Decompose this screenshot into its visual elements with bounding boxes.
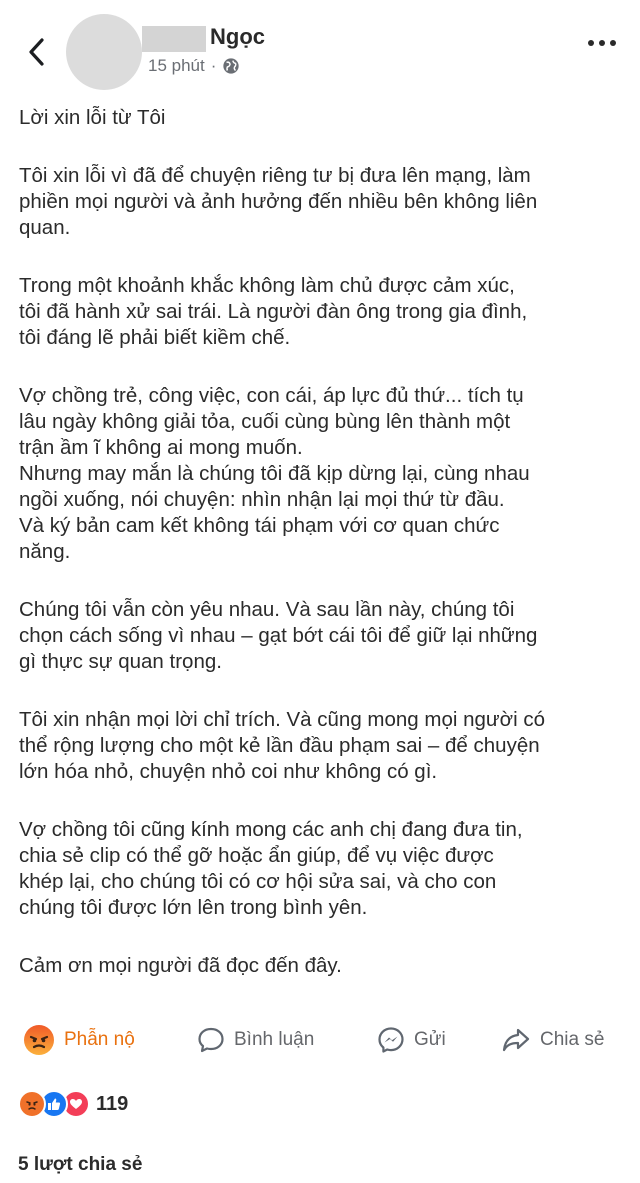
back-button[interactable] bbox=[22, 36, 50, 68]
reaction-summary[interactable] bbox=[18, 1090, 128, 1118]
share-arrow-icon bbox=[500, 1025, 532, 1055]
paragraph: Cảm ơn mọi người đã đọc đến đây. bbox=[19, 954, 342, 977]
action-bar bbox=[0, 1020, 640, 1060]
react-button[interactable] bbox=[22, 1020, 135, 1060]
angry-reaction-icon bbox=[18, 1090, 46, 1118]
more-dot bbox=[599, 40, 605, 46]
post-time[interactable]: 15 phút bbox=[148, 56, 205, 75]
angry-reaction-icon bbox=[22, 1023, 56, 1057]
paragraph: Vợ chồng tôi cũng kính mong các anh chị đang đưa tin, chia sẻ clip có thể gỡ hoặc ẩn giúp, để vụ việc được khép lại, cho chúng tôi có cơ hội sửa sai, và cho con chúng tôi được lớn lên trong bình yên. bbox=[19, 818, 523, 919]
post-body bbox=[19, 105, 619, 979]
messenger-icon bbox=[376, 1025, 406, 1055]
react-label: Phẫn nộ bbox=[64, 1029, 135, 1050]
paragraph: Trong một khoảnh khắc không làm chủ được cảm xúc, tôi đã hành xử sai trái. Là người đàn ông trong gia đình, tôi đáng lẽ phải biết kiềm chế. bbox=[19, 274, 528, 349]
post-header bbox=[0, 0, 640, 100]
chevron-left-icon bbox=[27, 37, 45, 67]
more-options-button[interactable] bbox=[588, 40, 616, 46]
send-label: Gửi bbox=[414, 1029, 446, 1050]
share-button[interactable] bbox=[500, 1020, 604, 1060]
globe-icon bbox=[222, 57, 240, 75]
author-name[interactable]: Ngọc bbox=[210, 24, 265, 49]
comment-label: Bình luận bbox=[234, 1029, 315, 1050]
share-label: Chia sẻ bbox=[540, 1029, 605, 1050]
comment-button[interactable] bbox=[196, 1020, 314, 1060]
paragraph: Vợ chồng trẻ, công việc, con cái, áp lực đủ thứ... tích tụ lâu ngày không giải tỏa, cuối cùng bùng lên thành một trận ầm ĩ không ai mong muốn. Nhưng may mắn là chúng tôi đã kịp dừng lại, cùng nhau ngồi xuống, nói chuyện: nhìn nhận lại mọi thứ từ đầu. Và ký bản cam kết không tái phạm với cơ quan chức năng. bbox=[19, 384, 530, 563]
send-button[interactable] bbox=[376, 1020, 446, 1060]
post-meta bbox=[148, 56, 240, 76]
paragraph: Tôi xin nhận mọi lời chỉ trích. Và cũng mong mọi người có thể rộng lượng cho một kẻ lần đầu phạm sai – để chuyện lớn hóa nhỏ, chuyện nhỏ coi như không có gì. bbox=[19, 708, 546, 783]
shares-count[interactable]: 5 lượt chia sẻ bbox=[18, 1154, 143, 1175]
meta-separator: · bbox=[210, 56, 217, 75]
paragraph: Chúng tôi vẫn còn yêu nhau. Và sau lần này, chúng tôi chọn cách sống vì nhau – gạt bớt cái tôi để giữ lại những gì thực sự quan trọng. bbox=[19, 598, 538, 673]
paragraph: Tôi xin lỗi vì đã để chuyện riêng tư bị đưa lên mạng, làm phiền mọi người và ảnh hưởng đến nhiều bên không liên quan. bbox=[19, 164, 538, 239]
comment-bubble-icon bbox=[196, 1025, 226, 1055]
post-title: Lời xin lỗi từ Tôi bbox=[19, 106, 166, 129]
reaction-count: 119 bbox=[96, 1092, 129, 1115]
more-dot bbox=[610, 40, 616, 46]
more-dots-icon bbox=[588, 40, 594, 46]
avatar[interactable] bbox=[66, 14, 142, 90]
redacted-name-block bbox=[142, 26, 206, 52]
